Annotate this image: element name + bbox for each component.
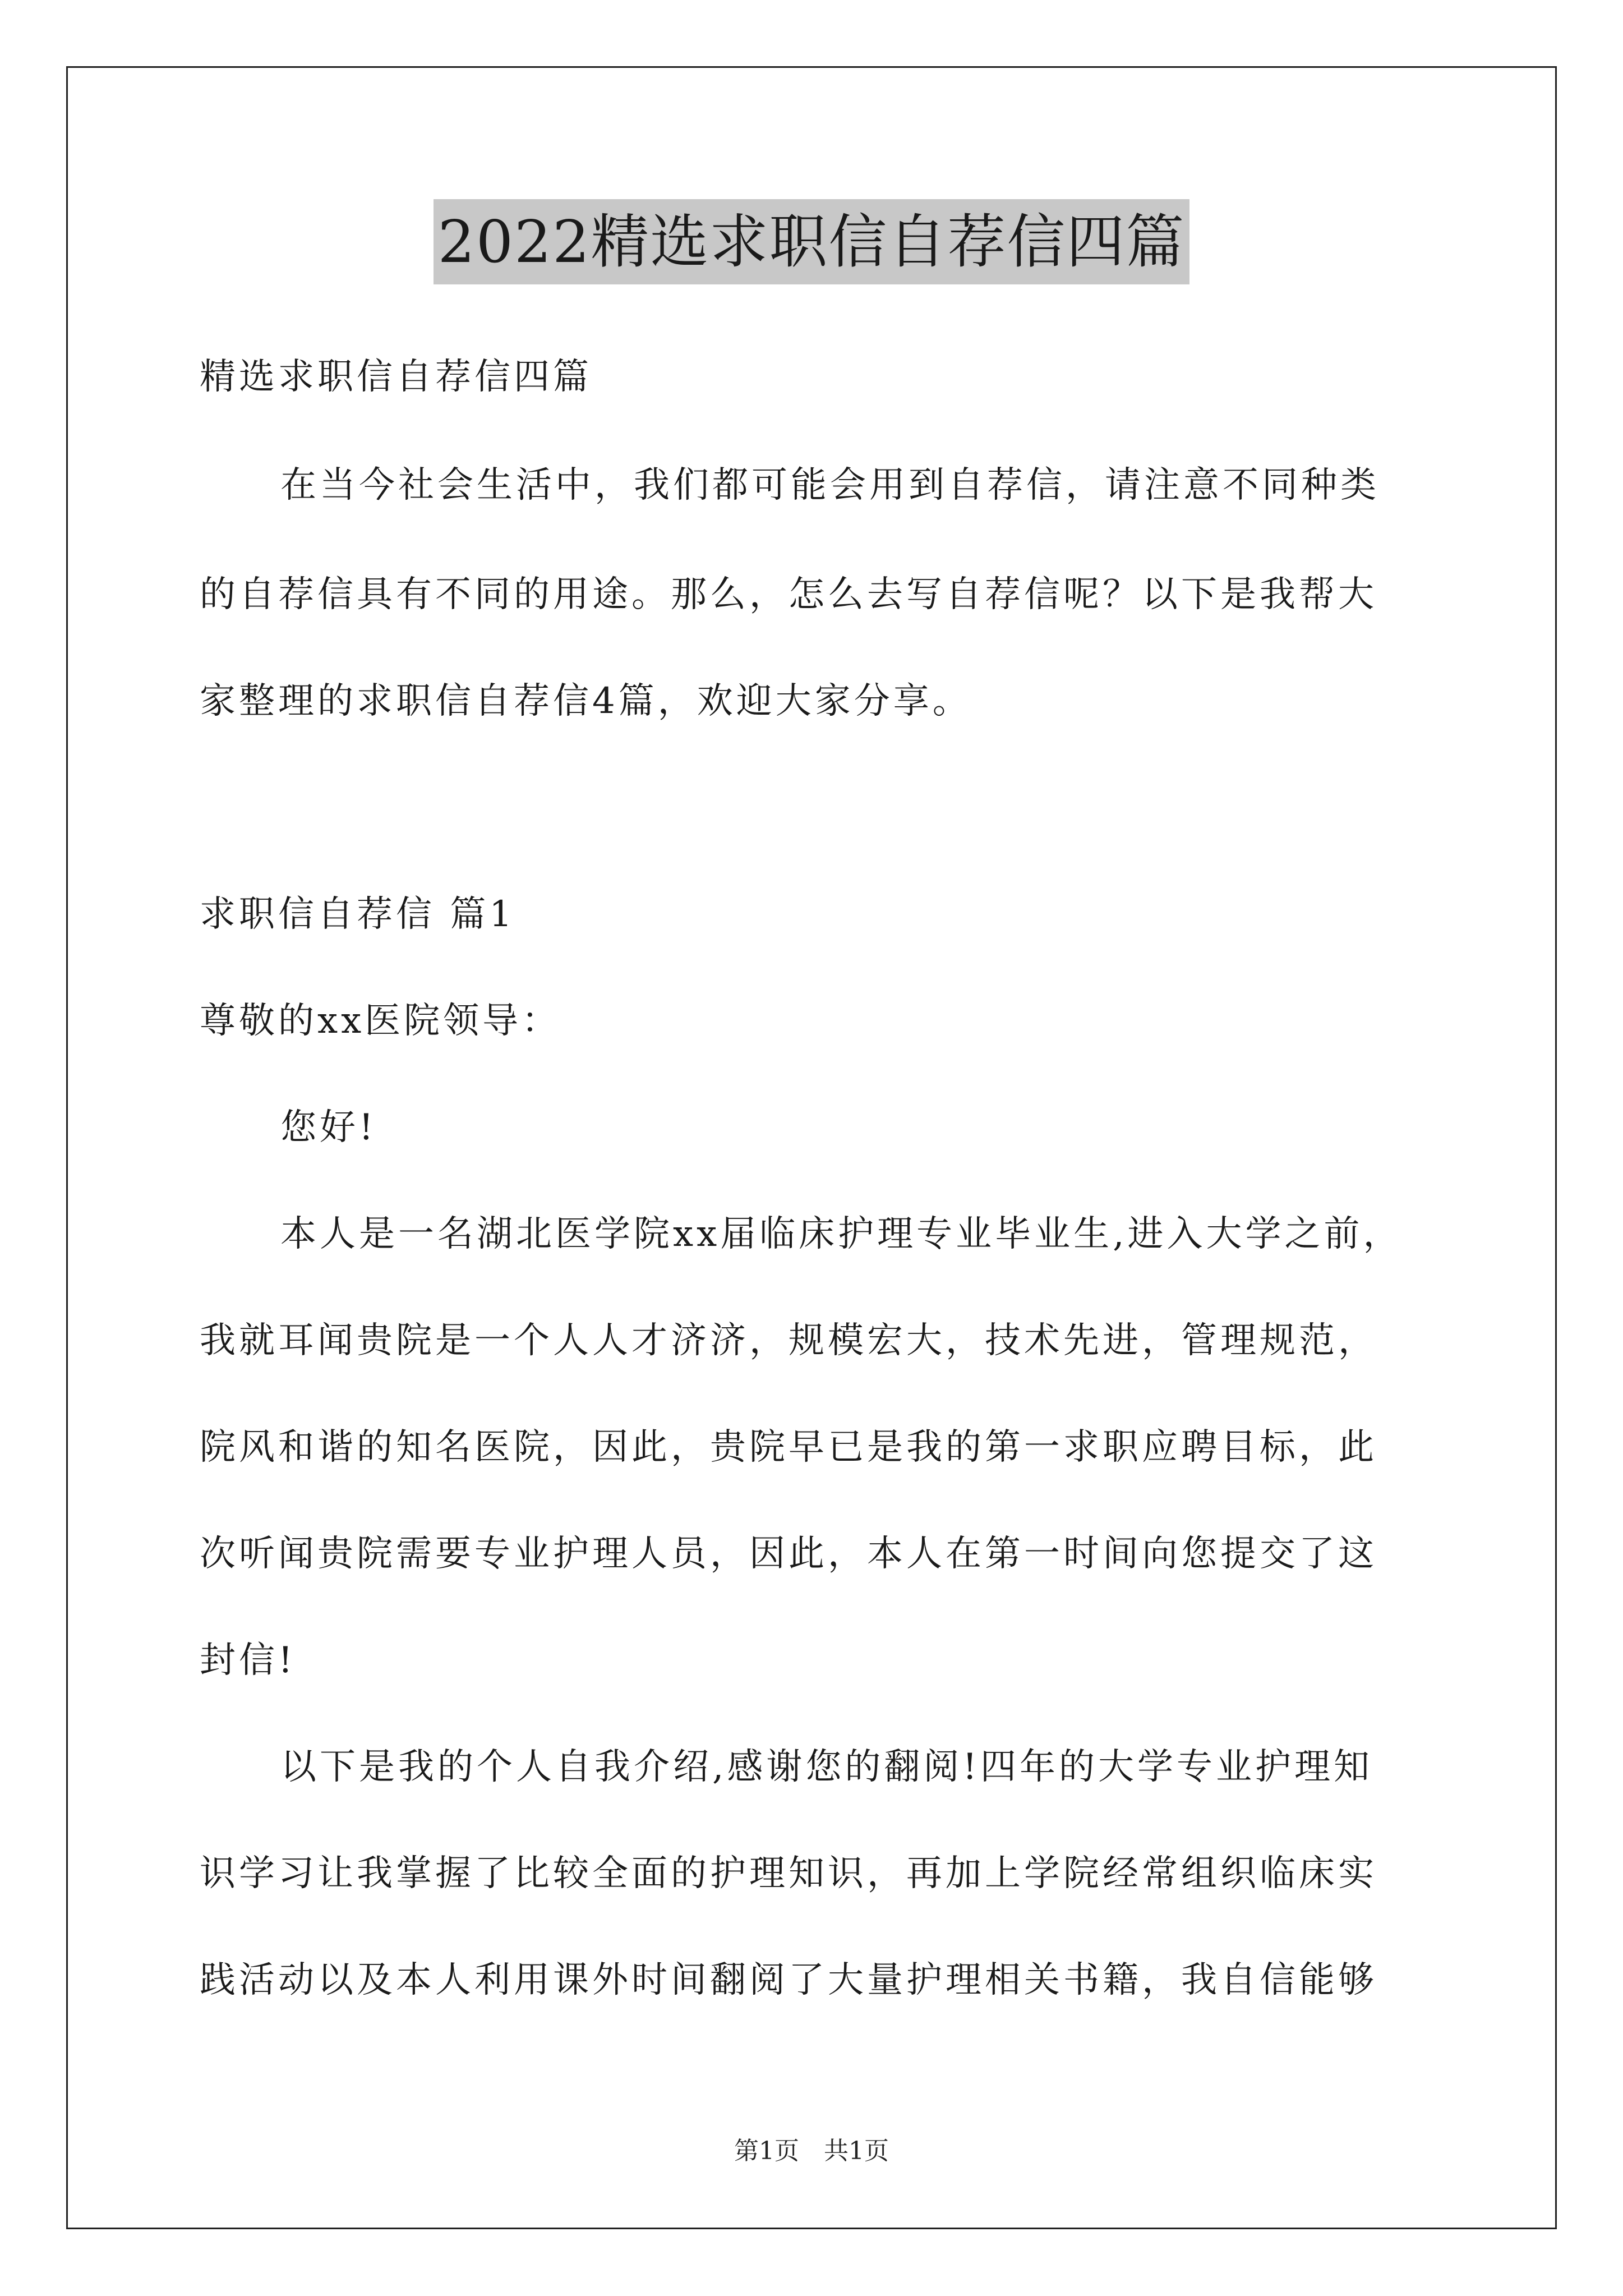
- intro-line-3: 家整理的求职信自荐信4篇，欢迎大家分享。: [200, 680, 972, 722]
- document-title: 2022精选求职信自荐信四篇: [434, 199, 1190, 284]
- document-subtitle: 精选求职信自荐信四篇: [200, 356, 592, 398]
- salutation: 尊敬的xx医院领导：: [200, 1000, 561, 1042]
- body-line-2: 我就耳闻贵院是一个人人才济济，规模宏大，技术先进，管理规范，: [200, 1320, 1377, 1361]
- section-heading: 求职信自荐信 篇1: [200, 894, 516, 935]
- intro-line-2: 的自荐信具有不同的用途。那么，怎么去写自荐信呢？以下是我帮大: [200, 574, 1377, 615]
- page-footer: 第1页 共1页: [734, 2137, 889, 2165]
- greeting: 您好!: [280, 1107, 377, 1148]
- body-line-8: 践活动以及本人利用课外时间翻阅了大量护理相关书籍，我自信能够: [200, 1959, 1377, 2001]
- body-line-7: 识学习让我掌握了比较全面的护理知识，再加上学院经常组织临床实: [200, 1853, 1377, 1894]
- body-line-6: 以下是我的个人自我介绍,感谢您的翻阅!四年的大学专业护理知: [280, 1746, 1373, 1788]
- body-line-4: 次听闻贵院需要专业护理人员，因此，本人在第一时间向您提交了这: [200, 1533, 1377, 1575]
- title-container: [0, 199, 1623, 284]
- intro-line-1: 在当今社会生活中，我们都可能会用到自荐信，请注意不同种类: [280, 464, 1380, 506]
- body-line-3: 院风和谐的知名医院，因此，贵院早已是我的第一求职应聘目标，此: [200, 1427, 1377, 1468]
- body-line-1: 本人是一名湖北医学院xx届临床护理专业毕业生,进入大学之前，: [280, 1213, 1403, 1255]
- body-line-5: 封信!: [200, 1640, 296, 1681]
